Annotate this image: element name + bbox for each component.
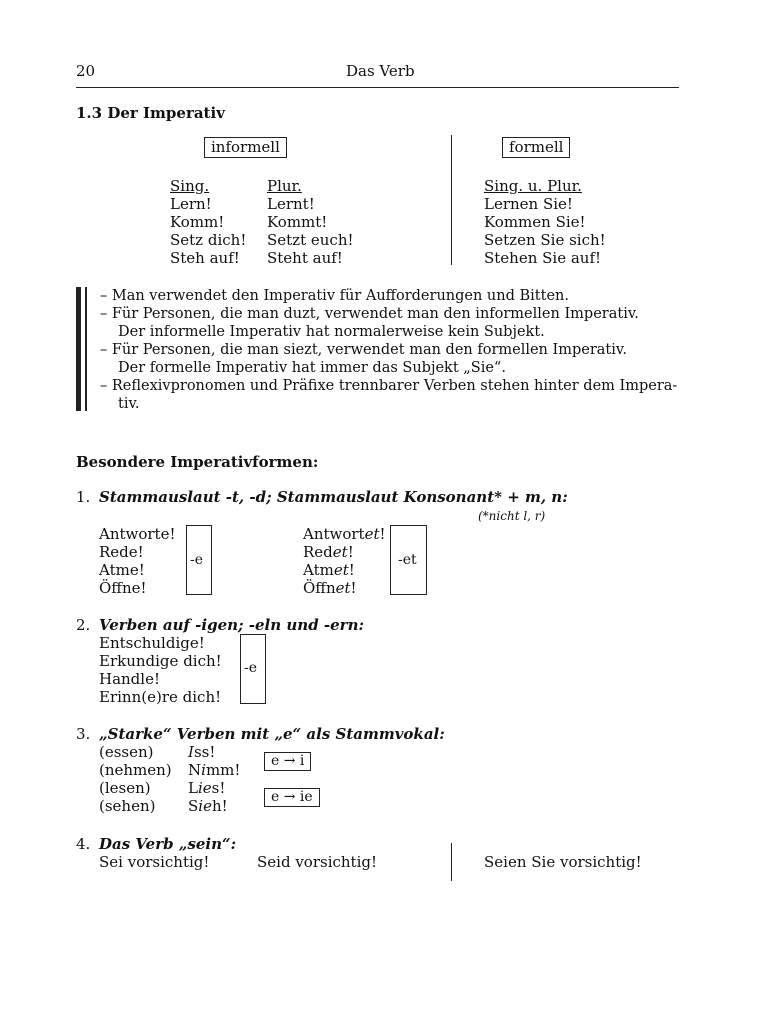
header-rule: [76, 87, 679, 88]
sein-sing: Sei vorsichtig!: [99, 853, 210, 871]
sein-formal: Seien Sie vorsichtig!: [484, 853, 642, 871]
plur-row: Steht auf!: [267, 249, 343, 267]
item3-infinitives: [99, 743, 172, 815]
page-number: 20: [76, 62, 96, 80]
verb-form: Entschuldige!: [99, 634, 205, 652]
formal-head: Sing. u. Plur.: [484, 177, 582, 195]
plur-column: [267, 177, 354, 267]
plur-row: Lernt!: [267, 195, 315, 213]
sing-row: Lern!: [170, 195, 212, 213]
section-heading: Der Imperativ: [107, 104, 225, 122]
sein-divider: [451, 843, 452, 881]
item2-list: [99, 634, 222, 706]
plur-head: Plur.: [267, 177, 302, 195]
ending-e2: -e: [244, 660, 258, 676]
verb-form: Öffnet!: [303, 579, 357, 597]
verb-form: Rede!: [99, 543, 144, 561]
rule-line: Der formelle Imperativ hat immer das Subjekt „Sie“.: [118, 360, 506, 376]
item2-title: Verben auf -igen; -eln und -ern:: [99, 616, 365, 634]
formal-row: Kommen Sie!: [484, 213, 586, 231]
infinitive: (lesen): [99, 779, 151, 797]
section-number: 1.3: [76, 104, 103, 122]
rule-line: – Für Personen, die man duzt, verwendet man den informellen Imperativ.: [100, 306, 639, 322]
infinitive: (sehen): [99, 797, 156, 815]
item3-imperatives: [188, 743, 240, 815]
sing-row: Setz dich!: [170, 231, 247, 249]
verb-form: Handle!: [99, 670, 161, 688]
sein-plur: Seid vorsichtig!: [257, 853, 378, 871]
verb-form: Antwortet!: [303, 525, 386, 543]
rule-line: – Man verwendet den Imperativ für Aufforderungen und Bitten.: [100, 288, 569, 304]
item4-number: 4.: [76, 835, 91, 853]
vowel-change-ie: e → ie: [264, 788, 320, 807]
vowel-change-i: e → i: [264, 752, 311, 771]
rule-line: tiv.: [118, 396, 140, 412]
formal-row: Lernen Sie!: [484, 195, 573, 213]
plur-row: Kommt!: [267, 213, 328, 231]
item4-title: Das Verb „sein“:: [99, 835, 237, 853]
item1-number: 1.: [76, 488, 91, 506]
formell-label: formell: [502, 137, 570, 158]
item3-number: 3.: [76, 725, 91, 743]
rules-list: [100, 287, 677, 413]
sing-row: Steh auf!: [170, 249, 240, 267]
formal-column: [484, 177, 606, 267]
item1-sing-list: [99, 525, 176, 597]
imperative: Nimm!: [188, 761, 241, 779]
special-heading: Besondere Imperativformen:: [76, 453, 319, 471]
sing-row: Komm!: [170, 213, 225, 231]
margin-bar-thick: [76, 287, 81, 411]
infinitive: (essen): [99, 743, 154, 761]
ending-et: -et: [398, 552, 417, 568]
verb-form: Erinn(e)re dich!: [99, 688, 222, 706]
item1-note: (*nicht l, r): [478, 509, 546, 523]
margin-bar-thin: [85, 287, 87, 411]
verb-form: Öffne!: [99, 579, 147, 597]
rule-line: – Für Personen, die man siezt, verwendet man den formellen Imperativ.: [100, 342, 627, 358]
plur-row: Setzt euch!: [267, 231, 354, 249]
sing-column: [170, 177, 246, 267]
section-title: [76, 104, 225, 122]
informell-label: informell: [204, 137, 287, 158]
formal-row: Stehen Sie auf!: [484, 249, 602, 267]
infinitive: (nehmen): [99, 761, 172, 779]
chapter-title: Das Verb: [346, 62, 415, 80]
item3-title: „Starke“ Verben mit „e“ als Stammvokal:: [99, 725, 445, 743]
item2-number: 2.: [76, 616, 91, 634]
item1-title: Stammauslaut -t, -d; Stammauslaut Konsonant* + m, n:: [99, 488, 568, 506]
verb-form: Redet!: [303, 543, 354, 561]
imperative: Sieh!: [188, 797, 228, 815]
verb-form: Erkundige dich!: [99, 652, 222, 670]
table-divider: [451, 135, 452, 265]
verb-form: Atme!: [99, 561, 145, 579]
verb-form: Atmet!: [303, 561, 355, 579]
verb-form: Antworte!: [99, 525, 176, 543]
ending-e: -e: [190, 552, 204, 568]
rule-line: – Reflexivpronomen und Präfixe trennbarer Verben stehen hinter dem Impera-: [100, 378, 678, 394]
rule-line: Der informelle Imperativ hat normalerweise kein Subjekt.: [118, 324, 545, 340]
sing-head: Sing.: [170, 177, 210, 195]
imperative: Iss!: [188, 743, 216, 761]
formal-row: Setzen Sie sich!: [484, 231, 606, 249]
item1-plur-list: [303, 525, 386, 597]
imperative: Lies!: [188, 779, 226, 797]
